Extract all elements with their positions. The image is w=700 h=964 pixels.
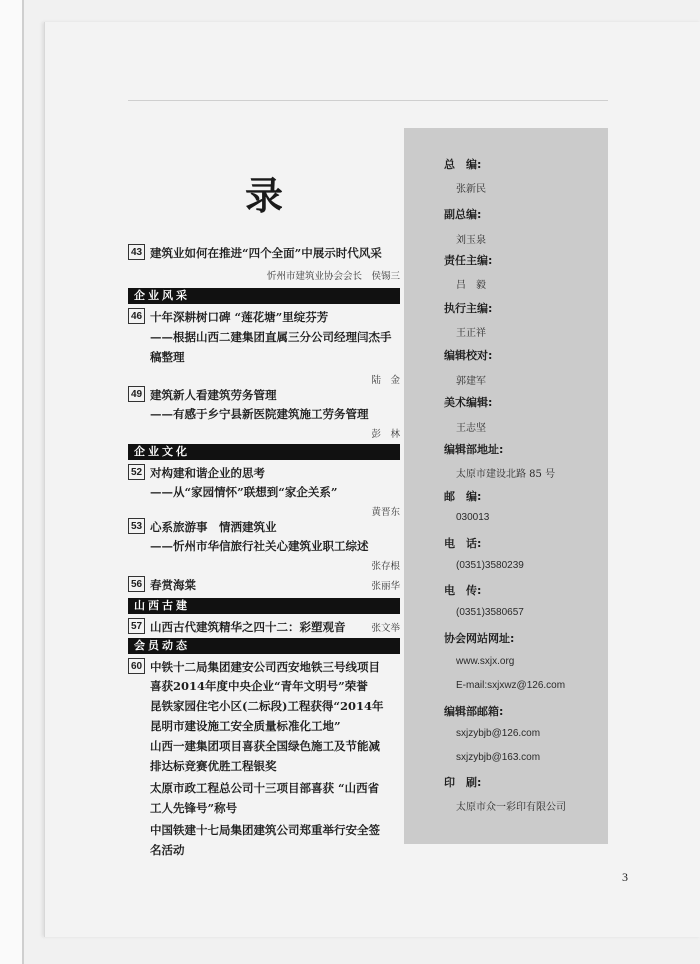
section-label: 企业风采: [134, 289, 190, 302]
editorial-mailbox-label: 编辑部邮箱:: [444, 705, 504, 718]
editorial-address-value: 太原市建设北路 85 号: [456, 469, 556, 480]
entry-title: 心系旅游事 情洒建筑业: [150, 520, 277, 534]
entry-title: 名活动: [150, 843, 185, 857]
entry-title: 建筑业如何在推进“四个全面”中展示时代风采: [150, 246, 382, 260]
section-header-enterprise-culture: [128, 444, 400, 460]
entry-title: 喜获2014年度中央企业“青年文明号”荣誉: [150, 679, 368, 693]
postcode-value: 030013: [456, 512, 490, 523]
entry-author: 彭 林: [371, 429, 400, 440]
header-rule: [128, 100, 608, 101]
executive-editor-label: 执行主编:: [444, 302, 493, 315]
fax-label: 电 传:: [444, 584, 482, 597]
entry-title: 建筑新人看建筑劳务管理: [150, 388, 277, 402]
entry-subtitle: ——有感于乡宁县新医院建筑施工劳务管理: [150, 407, 369, 421]
entry-title: 中国铁建十七局集团建筑公司郑重举行安全签: [150, 823, 380, 837]
entry-page-number: 60: [128, 658, 145, 674]
section-label: 山西古建: [134, 599, 190, 612]
responsible-editor-label: 责任主编:: [444, 254, 493, 267]
phone-value: (0351)3580239: [456, 560, 524, 571]
page-edge: [22, 0, 24, 964]
entry-title: 中铁十二局集团建安公司西安地铁三号线项目: [150, 660, 380, 674]
entry-title: 山西一建集团项目喜获全国绿色施工及节能减: [150, 739, 380, 753]
deputy-editor-value: 刘玉泉: [456, 235, 486, 246]
editorial-email-2[interactable]: sxjzybjb@163.com: [456, 752, 541, 763]
entry-author: 陆 金: [371, 375, 400, 386]
section-label: 企业文化: [134, 445, 190, 458]
executive-editor-value: 王正祥: [456, 328, 486, 339]
toc-entry-52[interactable]: [128, 464, 400, 518]
editorial-address-label: 编辑部地址:: [444, 443, 504, 456]
fax-value: (0351)3580657: [456, 607, 524, 618]
printer-label: 印 刷:: [444, 776, 482, 789]
chief-editor-value: 张新民: [456, 184, 486, 195]
toc-entry-60[interactable]: [128, 658, 400, 858]
entry-subtitle: ——根据山西二建集团直属三分公司经理闫杰手: [150, 330, 392, 344]
entry-subtitle: ——忻州市华信旅行社关心建筑业职工综述: [150, 539, 369, 553]
entry-title: 十年深耕树口碑 “莲花塘”里绽芬芳: [150, 310, 329, 324]
entry-title: 排达标竞赛优胜工程银奖: [150, 759, 277, 773]
editorial-email-1[interactable]: sxjzybjb@126.com: [456, 728, 541, 739]
entry-author: 忻州市建筑业协会会长 侯锡三: [266, 271, 400, 282]
entry-author: 张存根: [371, 561, 400, 572]
entry-page-number: 49: [128, 386, 145, 402]
entry-page-number: 46: [128, 308, 145, 324]
chief-editor-label: 总 编:: [444, 158, 482, 171]
page-title: 录: [245, 173, 284, 218]
entry-title: 对构建和谐企业的思考: [150, 466, 265, 480]
toc-entry-46[interactable]: [128, 308, 400, 388]
toc-entry-56[interactable]: [128, 576, 400, 596]
toc-entry-49[interactable]: [128, 386, 400, 440]
section-header-member-news: [128, 638, 400, 654]
entry-author: 张丽华: [371, 581, 400, 592]
entry-title: 昆明市建设施工安全质量标准化工地”: [150, 719, 341, 733]
entry-title: 山西古代建筑精华之四十二：彩塑观音: [150, 620, 346, 634]
email-link[interactable]: E-mail:sxjxwz@126.com: [456, 680, 566, 691]
section-header-shanxi-ancient-architecture: [128, 598, 400, 614]
deputy-editor-label: 副总编:: [444, 208, 482, 221]
art-editor-label: 美术编辑:: [444, 396, 493, 409]
entry-title: 春赏海棠: [150, 578, 196, 592]
section-header-enterprise-style: [128, 288, 400, 304]
postcode-label: 邮 编:: [444, 490, 482, 503]
section-label: 会员动态: [134, 639, 190, 652]
art-editor-value: 王志坚: [456, 423, 486, 434]
website-link[interactable]: www.sxjx.org: [456, 656, 515, 667]
page-number: 3: [622, 870, 628, 884]
website-label: 协会网站网址:: [444, 632, 515, 645]
entry-title: 昆铁家园住宅小区(二标段)工程获得“2014年: [150, 699, 384, 713]
proofreader-label: 编辑校对:: [444, 349, 493, 362]
entry-title: 工人先锋号”称号: [150, 801, 238, 815]
toc-entry-43[interactable]: [128, 244, 400, 284]
phone-label: 电 话:: [444, 537, 482, 550]
printer-value: 太原市众一彩印有限公司: [456, 802, 566, 813]
toc-entry-57[interactable]: [128, 618, 400, 638]
entry-title: 太原市政工程总公司十三项目部喜获 “山西省: [150, 781, 380, 795]
entry-page-number: 56: [128, 576, 145, 592]
responsible-editor-value: 吕 毅: [456, 280, 486, 291]
entry-page-number: 57: [128, 618, 145, 634]
entry-author: 黄晋东: [371, 507, 400, 518]
entry-subtitle: ——从“家园情怀”联想到“家企关系”: [150, 485, 338, 499]
entry-page-number: 52: [128, 464, 145, 480]
toc-entry-53[interactable]: [128, 518, 400, 572]
entry-subtitle: 稿整理: [150, 350, 185, 364]
proofreader-value: 郭建军: [456, 376, 486, 387]
entry-page-number: 43: [128, 244, 145, 260]
entry-author: 张文举: [371, 623, 400, 634]
entry-page-number: 53: [128, 518, 145, 534]
